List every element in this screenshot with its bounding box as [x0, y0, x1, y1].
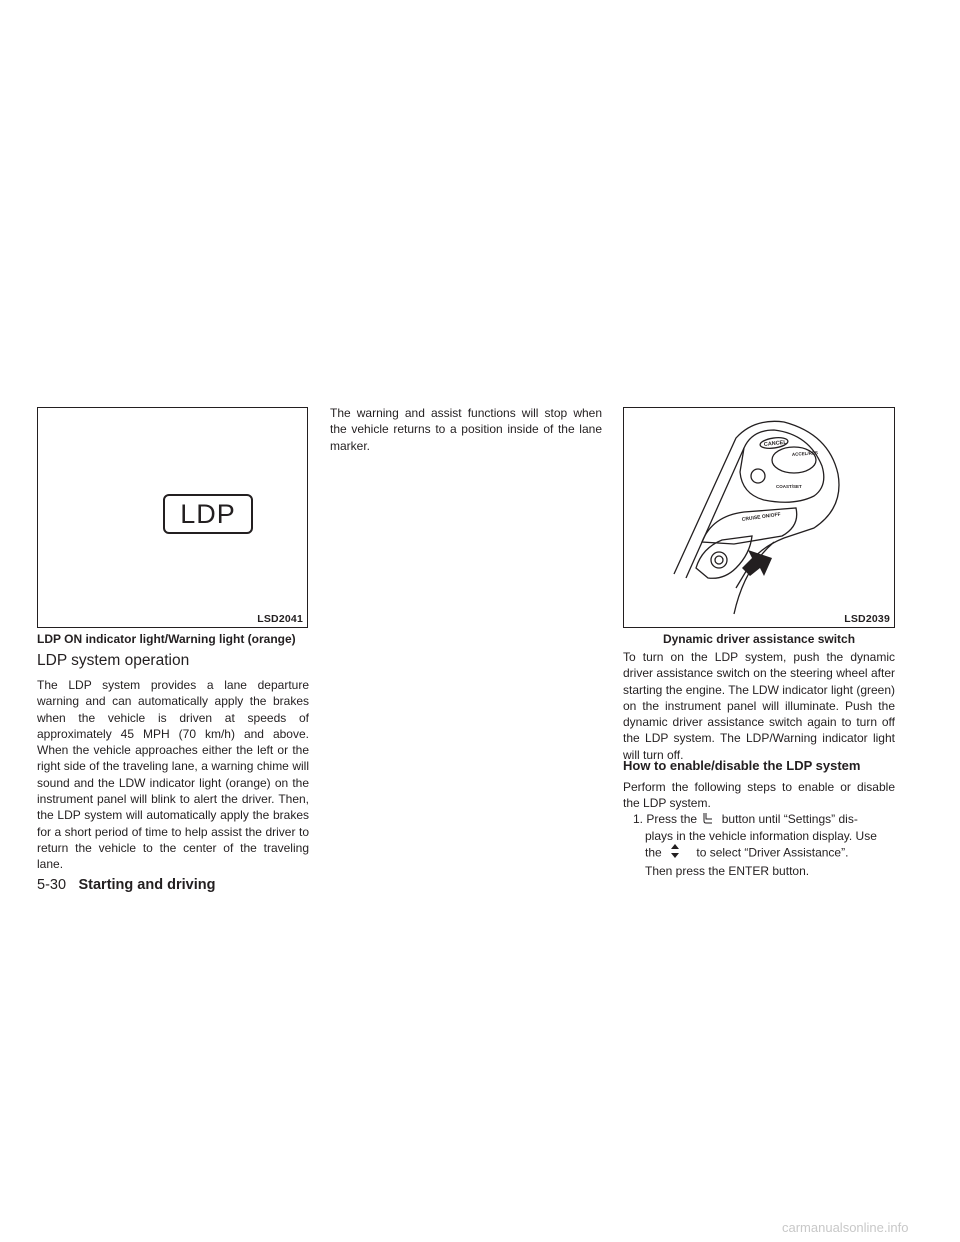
ldp-indicator-text: LDP: [180, 498, 236, 529]
figure-code: LSD2039: [844, 613, 890, 625]
steering-wheel-switch-illustration: [624, 408, 894, 627]
step-1: [633, 811, 895, 879]
page-footer: [37, 876, 215, 894]
figure-steering-switch: [623, 407, 895, 628]
label-coast-set: COAST/SET: [776, 484, 802, 489]
step-line: plays in the vehicle information display. Use: [645, 828, 877, 843]
figure-ldp-indicator: [37, 407, 308, 628]
step-number: 1.: [633, 812, 644, 826]
step-text: button until “Settings” dis-: [721, 812, 858, 826]
figure-code: LSD2041: [257, 613, 303, 625]
step-text: the: [645, 845, 662, 860]
right-body: To turn on the LDP system, push the dynamic driver assistance switch on the steering wheel after starting the engine. The LDW indicator light (green) on the instrument panel will illuminate. Push the dynamic driver assistance switch again to turn off the LDP system. The LDP/Warning indicator light will turn off.: [623, 650, 895, 762]
label-cruise: CRUISE ON/OFF: [741, 511, 782, 523]
page-number: 5-30: [37, 877, 67, 893]
label-cancel: CANCEL: [763, 439, 788, 448]
subsection-intro: Perform the following steps to enable or disable the LDP system.: [623, 780, 895, 811]
chapter-title: Starting and driving: [78, 877, 216, 893]
ldp-indicator-icon: [163, 494, 253, 534]
up-down-arrows-icon: [671, 844, 679, 862]
step-text: Press the: [646, 812, 698, 826]
step-line: Then press the ENTER button.: [645, 863, 810, 878]
display-menu-button-icon: [702, 812, 714, 828]
middle-body: The warning and assist functions will stop when the vehicle returns to a position inside of the lane marker.: [330, 406, 602, 453]
watermark: carmanualsonline.info: [782, 1220, 909, 1235]
step-text: to select “Driver Assistance”.: [696, 845, 849, 860]
figure-caption: LDP ON indicator light/Warning light (orange): [37, 632, 296, 646]
section-heading: LDP system operation: [37, 652, 190, 669]
subsection-heading: How to enable/disable the LDP system: [623, 758, 861, 773]
section-body: The LDP system provides a lane departure warning and can automatically apply the brakes when the vehicle is driven at speeds of approximately 45 MPH (70 km/h) and above. When the vehicle approaches either the left or the right side of the traveling lane, a warning chime will sound and the LDW indicator light (orange) on the instrument panel will blink to alert the driver. Then, the LDP system will automatically apply the brakes for a short period of time to help assist the driver to return the vehicle to the center of the traveling lane.: [37, 678, 309, 872]
figure-caption: Dynamic driver assistance switch: [662, 632, 856, 646]
label-accel-res: ACCEL/RES: [791, 450, 819, 457]
